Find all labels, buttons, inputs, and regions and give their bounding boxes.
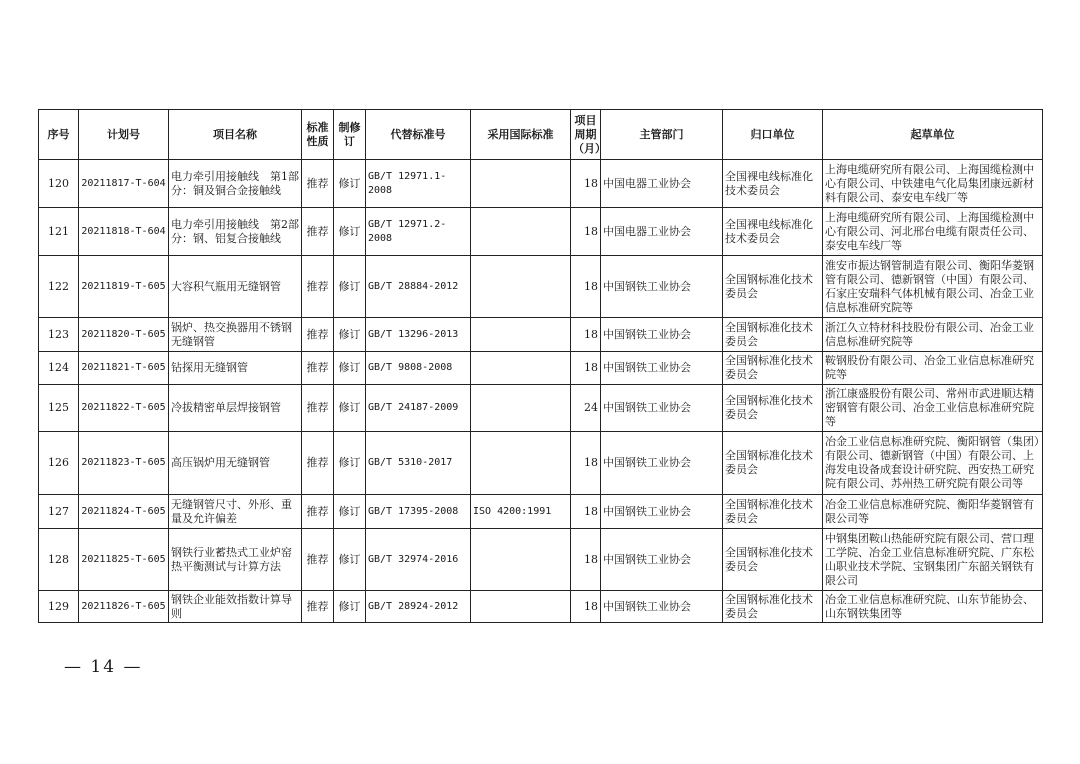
cell-nature: 推荐 <box>302 385 334 432</box>
cell-nature: 推荐 <box>302 208 334 256</box>
table-row <box>39 352 1043 385</box>
cell-revision: 修订 <box>334 256 366 318</box>
cell-drafter: 中钢集团鞍山热能研究院有限公司、营口理工学院、冶金工业信息标准研究院、广东松山职业技术学院、宝钢集团广东韶关钢铁有限公司 <box>823 529 1043 591</box>
cell-dept: 中国钢铁工业协会 <box>601 256 723 318</box>
cell-replaces: GB/T 12971.1-2008 <box>366 160 471 208</box>
cell-project: 大容积气瓶用无缝钢管 <box>169 256 302 318</box>
cell-period: 18 <box>571 432 601 495</box>
cell-period: 18 <box>571 591 601 623</box>
header-replaces: 代替标准号 <box>366 110 471 160</box>
cell-replaces: GB/T 12971.2-2008 <box>366 208 471 256</box>
cell-nature: 推荐 <box>302 591 334 623</box>
cell-revision: 修订 <box>334 160 366 208</box>
cell-seq: 123 <box>39 318 79 352</box>
table-row <box>39 318 1043 352</box>
cell-nature: 推荐 <box>302 432 334 495</box>
cell-project: 无缝钢管尺寸、外形、重量及允许偏差 <box>169 495 302 529</box>
header-drafter: 起草单位 <box>823 110 1043 160</box>
cell-nature: 推荐 <box>302 318 334 352</box>
cell-unit: 全国钢标准化技术委员会 <box>723 256 823 318</box>
cell-unit: 全国钢标准化技术委员会 <box>723 352 823 385</box>
cell-project: 钢铁行业蓄热式工业炉窑热平衡测试与计算方法 <box>169 529 302 591</box>
cell-drafter: 鞍钢股份有限公司、冶金工业信息标准研究院等 <box>823 352 1043 385</box>
cell-drafter: 淮安市振达钢管制造有限公司、衡阳华菱钢管有限公司、德新钢管（中国）有限公司、石家庄安瑞科气体机械有限公司、冶金工业信息标准研究院等 <box>823 256 1043 318</box>
cell-period: 18 <box>571 160 601 208</box>
cell-unit: 全国钢标准化技术委员会 <box>723 591 823 623</box>
cell-intl <box>471 591 571 623</box>
cell-dept: 中国钢铁工业协会 <box>601 591 723 623</box>
cell-revision: 修订 <box>334 529 366 591</box>
cell-drafter: 冶金工业信息标准研究院、衡阳钢管（集团）有限公司、德新钢管（中国）有限公司、上海发电设备成套设计研究院、西安热工研究院有限公司、苏州热工研究院有限公司等 <box>823 432 1043 495</box>
cell-replaces: GB/T 17395-2008 <box>366 495 471 529</box>
cell-nature: 推荐 <box>302 352 334 385</box>
cell-seq: 129 <box>39 591 79 623</box>
cell-drafter: 上海电缆研究所有限公司、上海国缆检测中心有限公司、中铁建电气化局集团康远新材料有限公司、泰安电车线厂等 <box>823 160 1043 208</box>
cell-revision: 修订 <box>334 208 366 256</box>
cell-period: 18 <box>571 495 601 529</box>
cell-period: 18 <box>571 318 601 352</box>
cell-period: 18 <box>571 529 601 591</box>
cell-dept: 中国钢铁工业协会 <box>601 318 723 352</box>
cell-project: 高压锅炉用无缝钢管 <box>169 432 302 495</box>
cell-dept: 中国电器工业协会 <box>601 208 723 256</box>
cell-revision: 修订 <box>334 591 366 623</box>
table-row <box>39 208 1043 256</box>
cell-replaces: GB/T 24187-2009 <box>366 385 471 432</box>
cell-unit: 全国钢标准化技术委员会 <box>723 529 823 591</box>
cell-intl: ISO 4200:1991 <box>471 495 571 529</box>
cell-seq: 124 <box>39 352 79 385</box>
cell-plan-no: 20211822-T-605 <box>79 385 169 432</box>
cell-replaces: GB/T 9808-2008 <box>366 352 471 385</box>
table-row <box>39 385 1043 432</box>
table-header-row <box>39 110 1043 160</box>
table-row <box>39 529 1043 591</box>
cell-replaces: GB/T 13296-2013 <box>366 318 471 352</box>
cell-unit: 全国钢标准化技术委员会 <box>723 432 823 495</box>
cell-intl <box>471 256 571 318</box>
cell-seq: 125 <box>39 385 79 432</box>
cell-revision: 修订 <box>334 385 366 432</box>
cell-unit: 全国钢标准化技术委员会 <box>723 385 823 432</box>
cell-intl <box>471 318 571 352</box>
cell-seq: 128 <box>39 529 79 591</box>
cell-drafter: 冶金工业信息标准研究院、衡阳华菱钢管有限公司等 <box>823 495 1043 529</box>
cell-seq: 122 <box>39 256 79 318</box>
cell-revision: 修订 <box>334 352 366 385</box>
cell-project: 钻探用无缝钢管 <box>169 352 302 385</box>
cell-plan-no: 20211823-T-605 <box>79 432 169 495</box>
cell-intl <box>471 208 571 256</box>
cell-period: 18 <box>571 352 601 385</box>
cell-period: 18 <box>571 208 601 256</box>
cell-plan-no: 20211820-T-605 <box>79 318 169 352</box>
cell-nature: 推荐 <box>302 529 334 591</box>
cell-intl <box>471 432 571 495</box>
cell-period: 24 <box>571 385 601 432</box>
cell-project: 电力牵引用接触线 第2部分：钢、铝复合接触线 <box>169 208 302 256</box>
cell-dept: 中国钢铁工业协会 <box>601 352 723 385</box>
cell-nature: 推荐 <box>302 160 334 208</box>
table-row <box>39 160 1043 208</box>
cell-nature: 推荐 <box>302 256 334 318</box>
page-number: — 14 — <box>64 657 143 677</box>
cell-intl <box>471 529 571 591</box>
cell-plan-no: 20211826-T-605 <box>79 591 169 623</box>
cell-unit: 全国裸电线标准化技术委员会 <box>723 208 823 256</box>
cell-replaces: GB/T 32974-2016 <box>366 529 471 591</box>
header-dept: 主管部门 <box>601 110 723 160</box>
table-row <box>39 432 1043 495</box>
table-row <box>39 256 1043 318</box>
cell-dept: 中国钢铁工业协会 <box>601 495 723 529</box>
cell-replaces: GB/T 5310-2017 <box>366 432 471 495</box>
cell-dept: 中国电器工业协会 <box>601 160 723 208</box>
cell-plan-no: 20211818-T-604 <box>79 208 169 256</box>
cell-project: 锅炉、热交换器用不锈钢无缝钢管 <box>169 318 302 352</box>
cell-drafter: 浙江久立特材科技股份有限公司、冶金工业信息标准研究院等 <box>823 318 1043 352</box>
cell-project: 钢铁企业能效指数计算导则 <box>169 591 302 623</box>
cell-revision: 修订 <box>334 495 366 529</box>
cell-nature: 推荐 <box>302 495 334 529</box>
cell-unit: 全国钢标准化技术委员会 <box>723 495 823 529</box>
header-period: 项目周期（月） <box>571 110 601 160</box>
cell-intl <box>471 352 571 385</box>
cell-plan-no: 20211824-T-605 <box>79 495 169 529</box>
cell-intl <box>471 160 571 208</box>
cell-seq: 126 <box>39 432 79 495</box>
cell-unit: 全国裸电线标准化技术委员会 <box>723 160 823 208</box>
cell-drafter: 上海电缆研究所有限公司、上海国缆检测中心有限公司、河北邢台电缆有限责任公司、泰安电车线厂等 <box>823 208 1043 256</box>
cell-dept: 中国钢铁工业协会 <box>601 432 723 495</box>
standards-plan-table <box>38 109 1043 623</box>
cell-unit: 全国钢标准化技术委员会 <box>723 318 823 352</box>
cell-plan-no: 20211825-T-605 <box>79 529 169 591</box>
header-nature: 标准性质 <box>302 110 334 160</box>
cell-revision: 修订 <box>334 318 366 352</box>
cell-seq: 121 <box>39 208 79 256</box>
cell-period: 18 <box>571 256 601 318</box>
cell-replaces: GB/T 28924-2012 <box>366 591 471 623</box>
header-seq: 序号 <box>39 110 79 160</box>
cell-replaces: GB/T 28884-2012 <box>366 256 471 318</box>
cell-project: 电力牵引用接触线 第1部分：铜及铜合金接触线 <box>169 160 302 208</box>
cell-drafter: 浙江康盛股份有限公司、常州市武进顺达精密钢管有限公司、冶金工业信息标准研究院等 <box>823 385 1043 432</box>
cell-seq: 120 <box>39 160 79 208</box>
cell-project: 冷拔精密单层焊接钢管 <box>169 385 302 432</box>
header-project: 项目名称 <box>169 110 302 160</box>
cell-revision: 修订 <box>334 432 366 495</box>
cell-seq: 127 <box>39 495 79 529</box>
cell-dept: 中国钢铁工业协会 <box>601 529 723 591</box>
header-revision: 制修订 <box>334 110 366 160</box>
cell-dept: 中国钢铁工业协会 <box>601 385 723 432</box>
header-unit: 归口单位 <box>723 110 823 160</box>
table-row <box>39 591 1043 623</box>
cell-plan-no: 20211819-T-605 <box>79 256 169 318</box>
cell-intl <box>471 385 571 432</box>
table-row <box>39 495 1043 529</box>
cell-drafter: 冶金工业信息标准研究院、山东节能协会、山东钢铁集团等 <box>823 591 1043 623</box>
cell-plan-no: 20211817-T-604 <box>79 160 169 208</box>
cell-plan-no: 20211821-T-605 <box>79 352 169 385</box>
header-intl: 采用国际标准 <box>471 110 571 160</box>
header-plan-no: 计划号 <box>79 110 169 160</box>
